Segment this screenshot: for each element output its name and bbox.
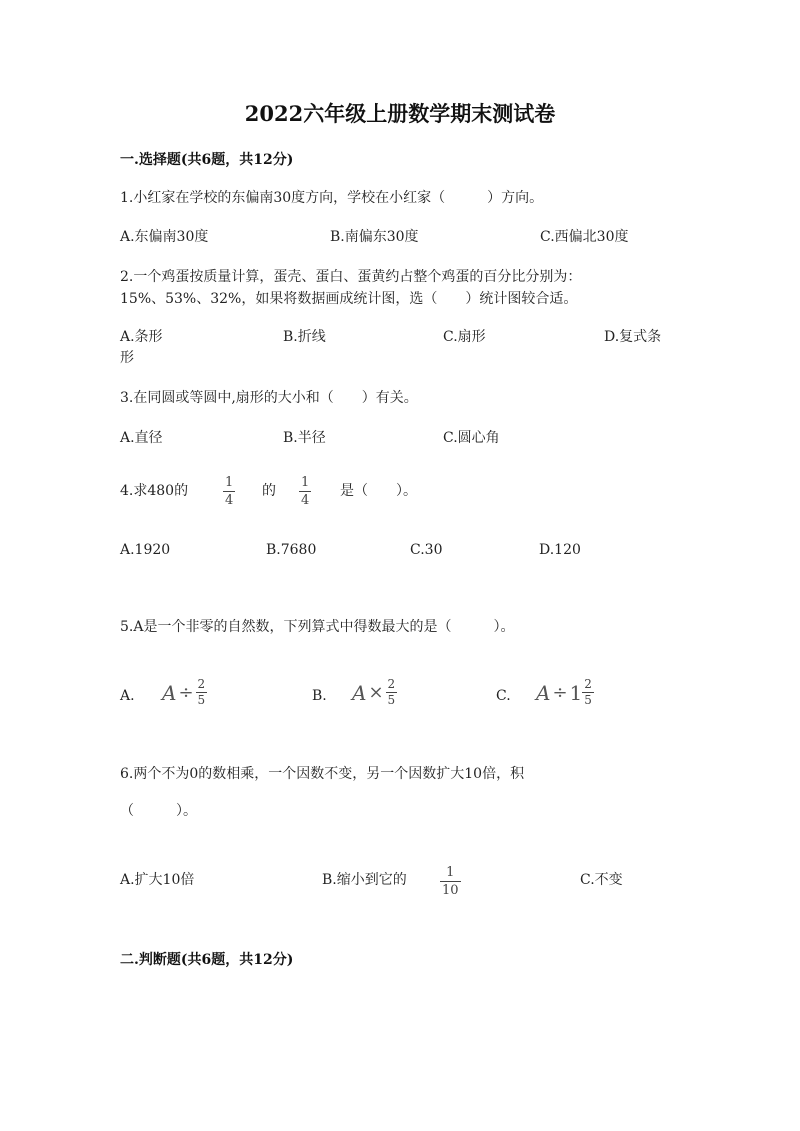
- fraction-denominator: 5: [197, 693, 206, 707]
- question-4-option-b[interactable]: B.7680: [266, 542, 317, 558]
- question-5-option-a-label[interactable]: A.: [120, 688, 135, 704]
- variable: A: [352, 680, 367, 705]
- fraction-numerator: 2: [387, 677, 396, 691]
- variable: A: [536, 680, 551, 705]
- question-6-option-b[interactable]: B.缩小到它的: [322, 872, 407, 888]
- question-1-text: 1.小红家在学校的东偏南30度方向，学校在小红家（ ）方向。: [120, 190, 544, 206]
- question-5-option-b-expression: [352, 678, 397, 707]
- expression-fraction: [582, 678, 594, 707]
- section-heading-choice: 一.选择题(共6题，共12分): [120, 152, 294, 168]
- question-4-fraction-1: [223, 475, 235, 508]
- divide-operator: ÷: [178, 682, 194, 703]
- question-4-option-a[interactable]: A.1920: [120, 542, 171, 558]
- page-title: 2022六年级上册数学期末测试卷: [244, 101, 556, 126]
- question-4-option-d[interactable]: D.120: [539, 542, 581, 558]
- expression-fraction: [196, 678, 208, 707]
- question-4-text-part3: 是（ ）。: [340, 483, 417, 499]
- fraction-denominator: 5: [387, 693, 396, 707]
- question-5-option-a-expression: [162, 678, 207, 707]
- fraction-numerator: 2: [197, 677, 206, 691]
- question-5-option-c-label[interactable]: C.: [496, 688, 511, 704]
- fraction-denominator: 4: [225, 493, 234, 508]
- question-6-text-line2: （ ）。: [120, 803, 197, 819]
- question-5-text: 5.A是一个非零的自然数，下列算式中得数最大的是（ ）。: [120, 619, 515, 635]
- fraction-bar: [440, 881, 461, 882]
- question-4-text-part2: 的: [262, 483, 276, 499]
- fraction-numerator: 1: [225, 475, 234, 490]
- question-4-text-part1: 4.求480的: [120, 483, 189, 499]
- multiply-operator: ×: [368, 682, 384, 703]
- question-1-option-c[interactable]: C.西偏北30度: [540, 229, 629, 245]
- mixed-number-whole: 1: [569, 680, 583, 705]
- question-1-option-b[interactable]: B.南偏东30度: [330, 229, 419, 245]
- question-3-option-b[interactable]: B.半径: [283, 430, 326, 446]
- question-2-option-d[interactable]: D.复式条: [604, 329, 662, 345]
- question-4-fraction-2: [299, 475, 311, 508]
- fraction-numerator: 1: [446, 865, 455, 880]
- question-3-option-a[interactable]: A.直径: [120, 430, 163, 446]
- question-6-option-a[interactable]: A.扩大10倍: [120, 872, 195, 888]
- fraction-denominator: 10: [442, 883, 459, 898]
- expression-fraction: [386, 678, 398, 707]
- fraction-denominator: 5: [584, 693, 592, 707]
- variable: A: [162, 680, 177, 705]
- question-2-text-line2: 15%、53%、32%，如果将数据画成统计图，选（ ）统计图较合适。: [120, 291, 578, 307]
- question-2-option-c[interactable]: C.扇形: [443, 329, 486, 345]
- divide-operator: ÷: [552, 682, 568, 703]
- question-2-option-b[interactable]: B.折线: [283, 329, 326, 345]
- fraction-numerator: 2: [584, 677, 592, 691]
- question-5-option-c-expression: [536, 678, 594, 707]
- fraction-numerator: 1: [301, 475, 310, 490]
- fraction-bar: [223, 491, 235, 492]
- question-4-option-c[interactable]: C.30: [410, 542, 443, 558]
- fraction-bar: [299, 491, 311, 492]
- question-6-option-c[interactable]: C.不变: [580, 872, 623, 888]
- section-heading-judgement: 二.判断题(共6题，共12分): [120, 952, 294, 968]
- fraction-denominator: 4: [301, 493, 310, 508]
- question-1-option-a[interactable]: A.东偏南30度: [120, 229, 209, 245]
- question-3-option-c[interactable]: C.圆心角: [443, 430, 500, 446]
- question-2-text-line1: 2.一个鸡蛋按质量计算，蛋壳、蛋白、蛋黄约占整个鸡蛋的百分比分别为：: [120, 269, 582, 285]
- question-5-option-b-label[interactable]: B.: [312, 688, 327, 704]
- question-3-text: 3.在同圆或等圆中,扇形的大小和（ ）有关。: [120, 390, 418, 406]
- question-6-text-line1: 6.两个不为0的数相乘，一个因数不变，另一个因数扩大10倍，积: [120, 766, 525, 782]
- question-2-option-a[interactable]: A.条形: [120, 329, 163, 345]
- question-2-option-d-wrap: 形: [120, 350, 134, 366]
- question-6-option-b-fraction: [440, 865, 461, 898]
